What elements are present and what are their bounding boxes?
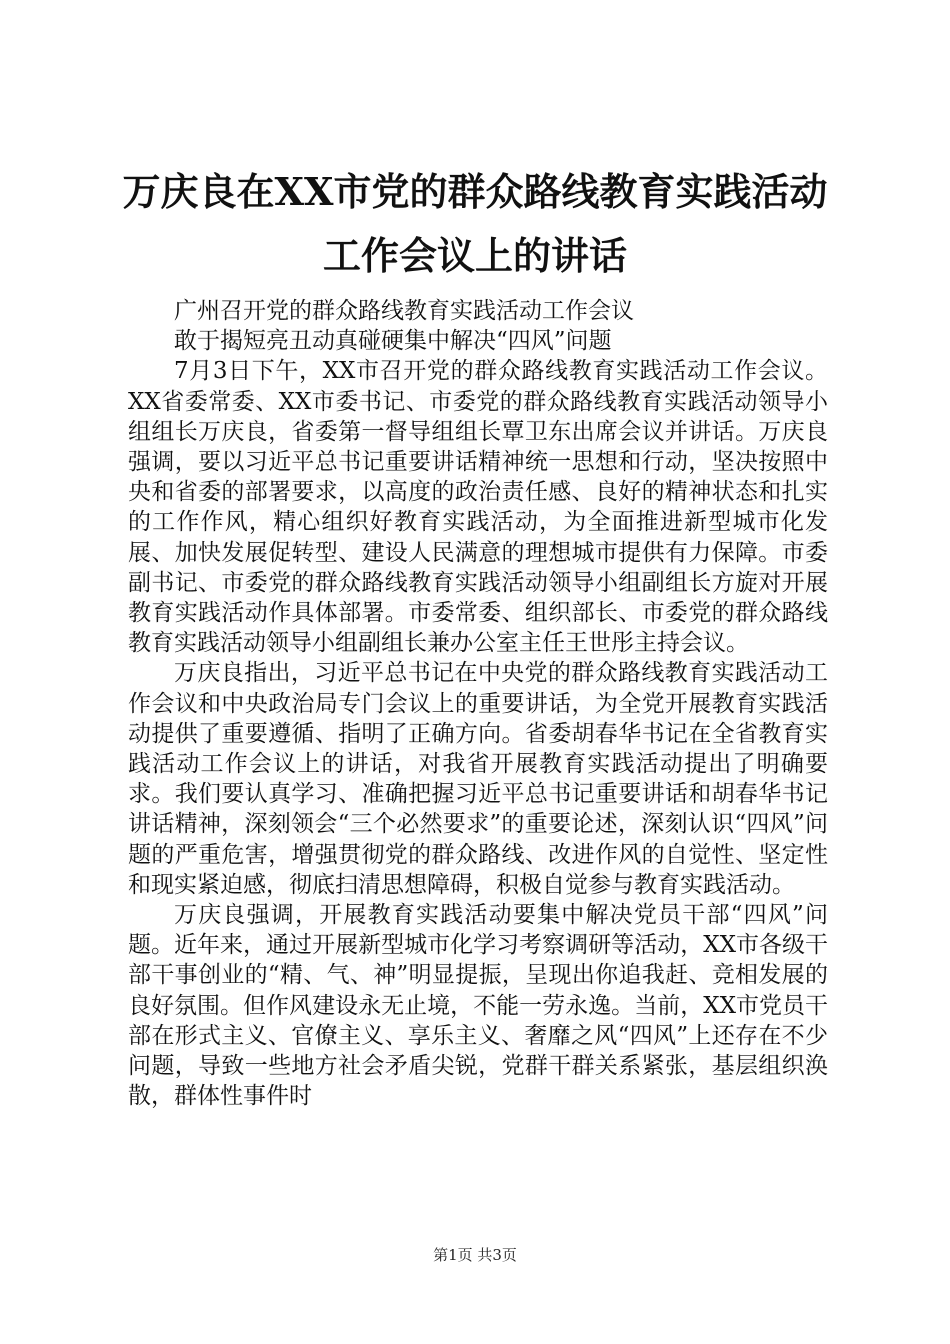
document-title: 万庆良在XX市党的群众路线教育实践活动工作会议上的讲话 bbox=[122, 169, 828, 278]
paragraph-subtitle-2: 敢于揭短亮丑动真碰硬集中解决“四风”问题 bbox=[174, 328, 612, 355]
paragraph: 万庆良强调，开展教育实践活动要集中解决党员干部“四风”问题。近年来，通过开展新型城市化学习考察调研等活动，XX市各级干部干事创业的“精、气、神”明显提振，呈现出你追我赶、竞相发展的良好氛围。但作风建设永无止境，不能一劳永逸。当前，XX市党员干部在形式主义、官僚主义、享乐主义、奢靡之风“四风”上还存在不少问题，导致一些地方社会矛盾尖锐，党群干群关系紧张，基层组织涣散，群体性事件时 bbox=[128, 902, 828, 1110]
page-number-footer: 第1页 共3页 bbox=[433, 1246, 517, 1264]
document-body bbox=[128, 296, 828, 1111]
paragraph-subtitle-1: 广州召开党的群众路线教育实践活动工作会议 bbox=[174, 298, 634, 324]
paragraph: 万庆良指出，习近平总书记在中央党的群众路线教育实践活动工作会议和中央政治局专门会议上的重要讲话，为全党开展教育实践活动提供了重要遵循、指明了正确方向。省委胡春华书记在全省教育实践活动工作会议上的讲话，对我省开展教育实践活动提出了明确要求。我们要认真学习、准确把握习近平总书记重要讲话和胡春华书记讲话精神，深刻领会“三个必然要求”的重要论述，深刻认识“四风”问题的严重危害，增强贯彻党的群众路线、改进作风的自觉性、坚定性和现实紧迫感，彻底扫清思想障碍，积极自觉参与教育实践活动。 bbox=[128, 660, 828, 898]
paragraph: 7月3日下午，XX市召开党的群众路线教育实践活动工作会议。XX省委常委、XX市委书记、市委党的群众路线教育实践活动领导小组组长万庆良，省委第一督导组组长覃卫东出席会议并讲话。万庆良强调，要以习近平总书记重要讲话精神统一思想和行动，坚决按照中央和省委的部署要求，以高度的政治责任感、良好的精神状态和扎实的工作作风，精心组织好教育实践活动，为全面推进新型城市化发展、加快发展促转型、建设人民满意的理想城市提供有力保障。市委副书记、市委党的群众路线教育实践活动领导小组副组长方旋对开展教育实践活动作具体部署。市委常委、组织部长、市委党的群众路线教育实践活动领导小组副组长兼办公室主任王世彤主持会议。 bbox=[128, 358, 828, 657]
